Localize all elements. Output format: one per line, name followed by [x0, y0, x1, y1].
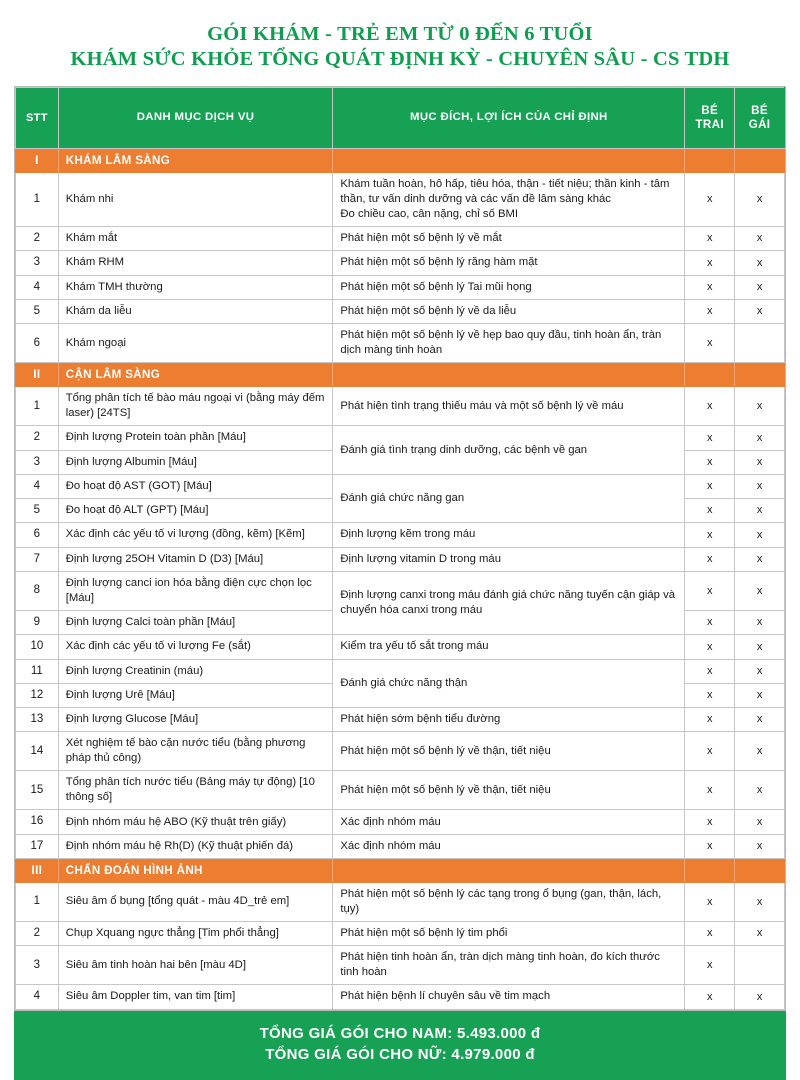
section-blank-girl [735, 363, 785, 387]
cell-mark-girl: x [735, 499, 785, 523]
cell-mark-boy: x [685, 299, 735, 323]
table-row [16, 810, 785, 834]
cell-purpose: Phát hiện một số bệnh lý về thận, tiết niệu [333, 771, 685, 810]
cell-service-name: Tổng phân tích tế bào máu ngoại vi (bằng máy đếm laser) [24TS] [58, 387, 333, 426]
section-blank-girl [735, 858, 785, 882]
cell-mark-boy: x [685, 771, 735, 810]
cell-mark-boy: x [685, 922, 735, 946]
section-header-row [16, 363, 785, 387]
cell-purpose: Phát hiện một số bệnh lý về thận, tiết niệu [333, 732, 685, 771]
cell-mark-girl: x [735, 426, 785, 450]
cell-service-name: Siêu âm ổ bụng [tổng quát - màu 4D_trẻ em] [58, 882, 333, 921]
cell-stt: 13 [16, 708, 59, 732]
table-row [16, 732, 785, 771]
cell-mark-boy: x [685, 659, 735, 683]
cell-purpose: Định lượng kẽm trong máu [333, 523, 685, 547]
cell-stt: 1 [16, 173, 59, 227]
cell-mark-girl [735, 946, 785, 985]
table-head [16, 88, 785, 149]
cell-stt: 2 [16, 922, 59, 946]
cell-mark-boy: x [685, 173, 735, 227]
cell-mark-girl: x [735, 834, 785, 858]
cell-purpose: Phát hiện một số bệnh lý về hẹp bao quy đầu, tinh hoàn ẩn, tràn dịch màng tinh hoàn [333, 324, 685, 363]
table-row [16, 547, 785, 571]
table-row [16, 635, 785, 659]
cell-stt: 3 [16, 946, 59, 985]
cell-mark-girl: x [735, 635, 785, 659]
section-header-row [16, 149, 785, 173]
section-blank-boy [685, 858, 735, 882]
services-table [15, 87, 785, 1010]
cell-mark-boy: x [685, 523, 735, 547]
column-header-stt: STT [16, 88, 59, 149]
table-header-row [16, 88, 785, 149]
cell-purpose: Đánh giá tình trạng dinh dưỡng, các bệnh về gan [333, 426, 685, 475]
cell-purpose: Phát hiện một số bệnh lý tim phổi [333, 922, 685, 946]
table-row [16, 985, 785, 1009]
cell-stt: 2 [16, 227, 59, 251]
cell-stt: 17 [16, 834, 59, 858]
section-blank-purpose [333, 363, 685, 387]
table-row [16, 708, 785, 732]
cell-purpose: Định lượng canxi trong máu đánh giá chức năng tuyến cận giáp và chuyển hóa canxi trong máu [333, 571, 685, 634]
cell-stt: 5 [16, 299, 59, 323]
section-blank-purpose [333, 149, 685, 173]
cell-stt: 15 [16, 771, 59, 810]
table-row [16, 275, 785, 299]
section-blank-girl [735, 149, 785, 173]
section-name: CHẨN ĐOÁN HÌNH ẢNH [58, 858, 333, 882]
cell-stt: 6 [16, 523, 59, 547]
cell-mark-boy: x [685, 474, 735, 498]
cell-stt: 3 [16, 450, 59, 474]
cell-mark-boy: x [685, 499, 735, 523]
cell-stt: 7 [16, 547, 59, 571]
column-header-boy-line1: BÉ [701, 103, 719, 117]
table-row [16, 324, 785, 363]
cell-mark-boy: x [685, 708, 735, 732]
table-row [16, 474, 785, 498]
cell-mark-girl: x [735, 683, 785, 707]
cell-mark-girl: x [735, 474, 785, 498]
cell-mark-boy: x [685, 635, 735, 659]
cell-service-name: Định lượng Urê [Máu] [58, 683, 333, 707]
cell-mark-girl: x [735, 523, 785, 547]
title-line-1: GÓI KHÁM - TRẺ EM TỪ 0 ĐẾN 6 TUỔI [207, 23, 593, 45]
cell-stt: 16 [16, 810, 59, 834]
column-header-purpose: MỤC ĐÍCH, LỢI ÍCH CỦA CHỈ ĐỊNH [333, 88, 685, 149]
section-blank-purpose [333, 858, 685, 882]
cell-purpose: Xác định nhóm máu [333, 810, 685, 834]
cell-service-name: Định lượng Glucose [Máu] [58, 708, 333, 732]
cell-stt: 8 [16, 571, 59, 610]
cell-purpose: Kiểm tra yếu tố sắt trong máu [333, 635, 685, 659]
cell-purpose: Phát hiện một số bệnh lý về mắt [333, 227, 685, 251]
column-header-service: DANH MỤC DỊCH VỤ [58, 88, 333, 149]
cell-stt: 11 [16, 659, 59, 683]
cell-service-name: Định nhóm máu hệ Rh(D) (Kỹ thuật phiến đá) [58, 834, 333, 858]
cell-stt: 1 [16, 882, 59, 921]
table-row [16, 426, 785, 450]
cell-mark-boy: x [685, 387, 735, 426]
cell-purpose: Phát hiện tinh hoàn ẩn, tràn dịch màng tinh hoàn, đo kích thước tinh hoàn [333, 946, 685, 985]
cell-mark-girl: x [735, 985, 785, 1009]
cell-mark-girl: x [735, 299, 785, 323]
cell-service-name: Khám da liễu [58, 299, 333, 323]
cell-service-name: Siêu âm Doppler tim, van tim [tim] [58, 985, 333, 1009]
table-row [16, 882, 785, 921]
cell-mark-girl: x [735, 771, 785, 810]
cell-service-name: Định lượng Creatinin (máu) [58, 659, 333, 683]
cell-service-name: Khám RHM [58, 251, 333, 275]
cell-purpose: Phát hiện một số bệnh lý về da liễu [333, 299, 685, 323]
cell-purpose: Phát hiện một số bệnh lý Tai mũi họng [333, 275, 685, 299]
services-table-container [14, 86, 786, 1011]
cell-purpose: Định lượng vitamin D trong máu [333, 547, 685, 571]
table-row [16, 299, 785, 323]
cell-mark-girl: x [735, 732, 785, 771]
cell-stt: 5 [16, 499, 59, 523]
cell-mark-boy: x [685, 251, 735, 275]
cell-service-name: Định lượng 25OH Vitamin D (D3) [Máu] [58, 547, 333, 571]
cell-service-name: Khám ngoại [58, 324, 333, 363]
cell-service-name: Xác định các yếu tố vi lượng Fe (sắt) [58, 635, 333, 659]
cell-mark-boy: x [685, 426, 735, 450]
cell-service-name: Định lượng Protein toàn phần [Máu] [58, 426, 333, 450]
cell-purpose: Phát hiện một số bệnh lý các tạng trong ổ bụng (gan, thận, lách, tụy) [333, 882, 685, 921]
table-row [16, 227, 785, 251]
cell-purpose: Đánh giá chức năng gan [333, 474, 685, 523]
cell-mark-boy: x [685, 610, 735, 634]
cell-service-name: Đo hoạt độ ALT (GPT) [Máu] [58, 499, 333, 523]
title-line-2: KHÁM SỨC KHỎE TỔNG QUÁT ĐỊNH KỲ - CHUYÊN SÂU - CS TDH [70, 48, 730, 70]
cell-mark-girl: x [735, 547, 785, 571]
cell-stt: 4 [16, 474, 59, 498]
cell-service-name: Đo hoạt độ AST (GOT) [Máu] [58, 474, 333, 498]
cell-stt: 10 [16, 635, 59, 659]
column-header-girl [735, 88, 785, 149]
cell-mark-boy: x [685, 882, 735, 921]
cell-mark-boy: x [685, 571, 735, 610]
section-blank-boy [685, 149, 735, 173]
table-row [16, 523, 785, 547]
cell-mark-girl: x [735, 571, 785, 610]
cell-service-name: Tổng phân tích nước tiểu (Bảng máy tự động) [10 thông số] [58, 771, 333, 810]
total-price-footer [14, 1011, 786, 1080]
cell-mark-girl: x [735, 450, 785, 474]
table-row [16, 387, 785, 426]
cell-mark-girl: x [735, 922, 785, 946]
column-header-boy [685, 88, 735, 149]
cell-service-name: Khám mắt [58, 227, 333, 251]
cell-mark-girl: x [735, 882, 785, 921]
cell-service-name: Chụp Xquang ngực thẳng [Tim phổi thẳng] [58, 922, 333, 946]
cell-mark-boy: x [685, 732, 735, 771]
cell-mark-girl: x [735, 251, 785, 275]
section-numeral: II [16, 363, 59, 387]
cell-service-name: Xét nghiệm tế bào cặn nước tiểu (bằng phương pháp thủ công) [58, 732, 333, 771]
section-header-row [16, 858, 785, 882]
cell-mark-girl: x [735, 810, 785, 834]
section-numeral: III [16, 858, 59, 882]
cell-mark-boy: x [685, 275, 735, 299]
table-row [16, 922, 785, 946]
total-price-female: TỔNG GIÁ GÓI CHO NỮ: 4.979.000 đ [265, 1046, 535, 1064]
cell-service-name: Định lượng canci ion hóa bằng điện cực chọn lọc [Máu] [58, 571, 333, 610]
page-title [0, 0, 800, 80]
cell-stt: 9 [16, 610, 59, 634]
cell-service-name: Khám TMH thường [58, 275, 333, 299]
cell-purpose: Đánh giá chức năng thận [333, 659, 685, 708]
section-name: KHÁM LÂM SÀNG [58, 149, 333, 173]
cell-service-name: Định nhóm máu hệ ABO (Kỹ thuật trên giấy) [58, 810, 333, 834]
section-name: CẬN LÂM SÀNG [58, 363, 333, 387]
cell-mark-girl: x [735, 275, 785, 299]
cell-mark-girl [735, 324, 785, 363]
cell-mark-girl: x [735, 659, 785, 683]
cell-mark-boy: x [685, 834, 735, 858]
cell-service-name: Xác định các yếu tố vi lượng (đồng, kẽm) [Kẽm] [58, 523, 333, 547]
cell-mark-boy: x [685, 547, 735, 571]
cell-mark-girl: x [735, 173, 785, 227]
cell-mark-girl: x [735, 387, 785, 426]
cell-stt: 6 [16, 324, 59, 363]
cell-stt: 3 [16, 251, 59, 275]
cell-mark-boy: x [685, 946, 735, 985]
table-row [16, 659, 785, 683]
cell-service-name: Khám nhi [58, 173, 333, 227]
table-row [16, 946, 785, 985]
column-header-girl-line1: BÉ [751, 103, 768, 117]
cell-mark-boy: x [685, 810, 735, 834]
cell-mark-girl: x [735, 610, 785, 634]
cell-service-name: Định lượng Calci toàn phần [Máu] [58, 610, 333, 634]
table-body [16, 149, 785, 1010]
section-numeral: I [16, 149, 59, 173]
table-row [16, 251, 785, 275]
cell-purpose: Phát hiện sớm bệnh tiểu đường [333, 708, 685, 732]
cell-service-name: Định lượng Albumin [Máu] [58, 450, 333, 474]
cell-service-name: Siêu âm tinh hoàn hai bên [màu 4D] [58, 946, 333, 985]
cell-stt: 2 [16, 426, 59, 450]
cell-mark-girl: x [735, 708, 785, 732]
cell-mark-boy: x [685, 985, 735, 1009]
cell-stt: 4 [16, 275, 59, 299]
cell-purpose: Phát hiện một số bệnh lý răng hàm mặt [333, 251, 685, 275]
cell-stt: 12 [16, 683, 59, 707]
table-row [16, 571, 785, 610]
cell-stt: 14 [16, 732, 59, 771]
cell-mark-boy: x [685, 683, 735, 707]
cell-stt: 1 [16, 387, 59, 426]
cell-purpose: Xác định nhóm máu [333, 834, 685, 858]
table-row [16, 834, 785, 858]
table-row [16, 173, 785, 227]
section-blank-boy [685, 363, 735, 387]
cell-mark-boy: x [685, 324, 735, 363]
column-header-boy-line2: TRAI [695, 118, 724, 131]
cell-mark-boy: x [685, 450, 735, 474]
cell-purpose: Phát hiện tình trạng thiếu máu và một số bệnh lý về máu [333, 387, 685, 426]
cell-mark-boy: x [685, 227, 735, 251]
column-header-girl-line2: GÁI [748, 118, 771, 131]
total-price-male: TỔNG GIÁ GÓI CHO NAM: 5.493.000 đ [259, 1024, 541, 1042]
cell-stt: 4 [16, 985, 59, 1009]
table-row [16, 771, 785, 810]
cell-purpose: Khám tuần hoàn, hô hấp, tiêu hóa, thận - tiết niệu; thần kinh - tâm thần, tư vấn dinh dưỡng và các vấn đề lâm sàng khác Đo chiều cao, cân nặng, chỉ số BMI [333, 173, 685, 227]
cell-purpose: Phát hiện bệnh lí chuyên sâu về tim mạch [333, 985, 685, 1009]
cell-mark-girl: x [735, 227, 785, 251]
